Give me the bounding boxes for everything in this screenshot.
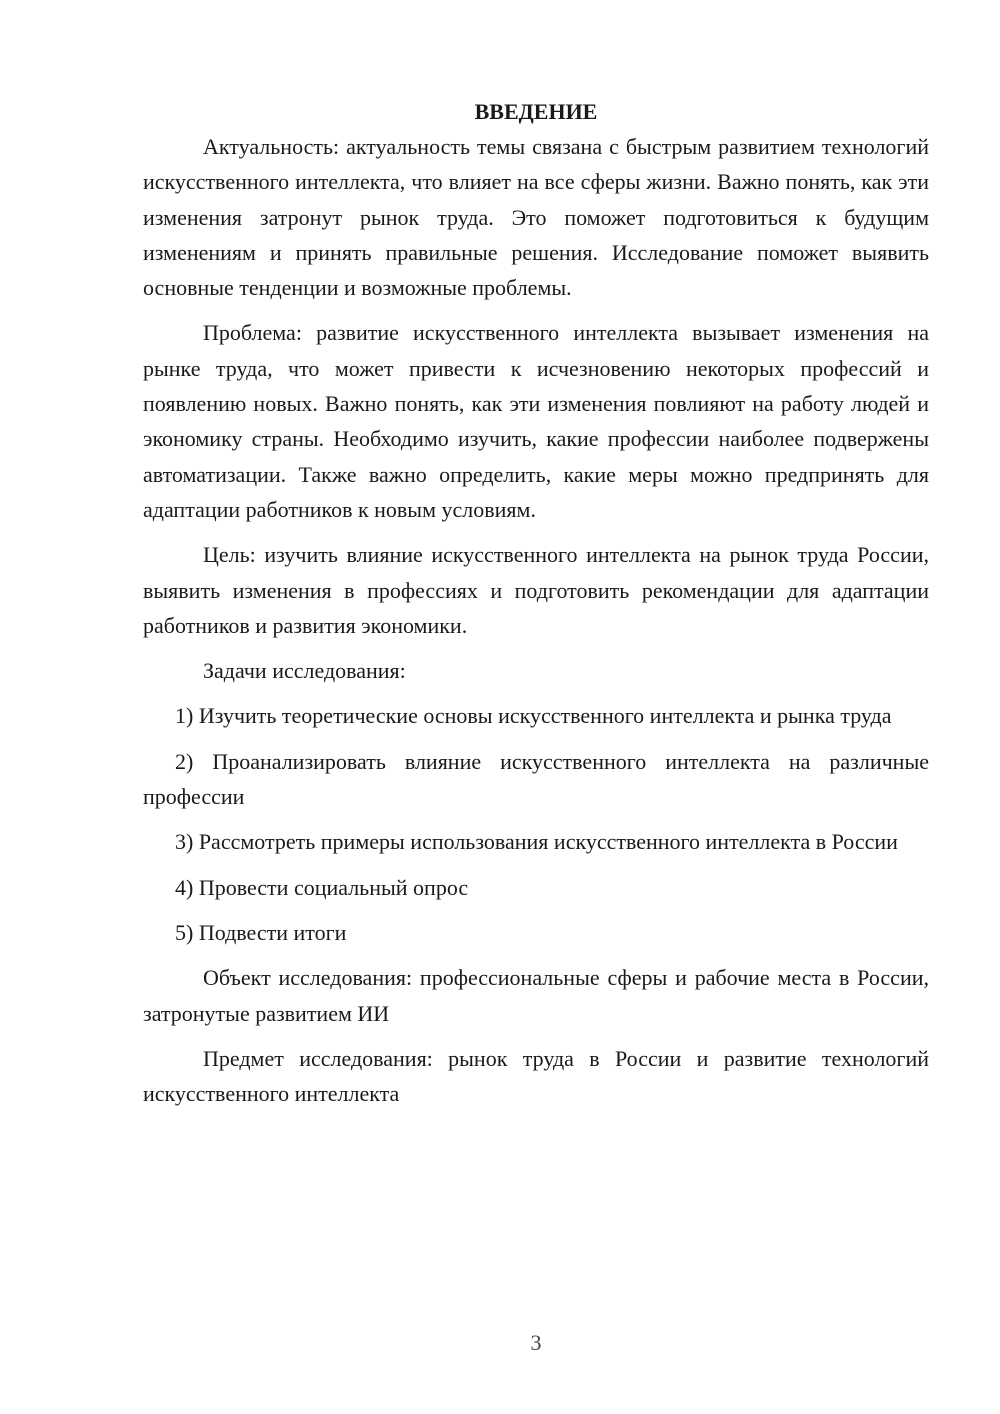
subject-paragraph: Предмет исследования: рынок труда в России и развитие технологий искусственного интеллекта [143,1045,929,1107]
page-title: ВВЕДЕНИЕ [474,99,598,124]
page-content [143,94,929,1111]
tasks-heading: Задачи исследования: [203,658,406,684]
task-item-1: 1) Изучить теоретические основы искусственного интеллекта и рынка труда [175,703,892,729]
task-item-4: 4) Провести социальный опрос [175,874,469,900]
task-item-2: 2) Проанализировать влияние искусственного интеллекта на различные профессии [143,748,929,810]
page-number: 3 [530,1330,542,1355]
task-item-3: 3) Рассмотреть примеры использования искусственного интеллекта в России [175,829,898,855]
relevance-paragraph: Актуальность: актуальность темы связана с быстрым развитием технологий искусственного интеллекта, что влияет на все сферы жизни. Важно понять, как эти изменения затронут рынок труда. Это поможет подготовиться к будущим изменениям и принять правильные решения. Исследование поможет выявить основные тенденции и возможные проблемы. [143,134,929,301]
object-paragraph: Объект исследования: профессиональные сферы и рабочие места в России, затронутые развитием ИИ [143,965,929,1026]
problem-paragraph: Проблема: развитие искусственного интеллекта вызывает изменения на рынке труда, что может привести к исчезновению некоторых профессий и появлению новых. Важно понять, как эти изменения повлияют на работу людей и экономику страны. Необходимо изучить, какие профессии наиболее подвержены автоматизации. Также важно определить, какие меры можно предпринять для адаптации работников к новым условиям. [143,320,929,522]
task-item-5: 5) Подвести итоги [175,919,347,945]
goal-paragraph: Цель: изучить влияние искусственного интеллекта на рынок труда России, выявить изменения в профессиях и подготовить рекомендации для адаптации работников и развития экономики. [143,542,929,638]
